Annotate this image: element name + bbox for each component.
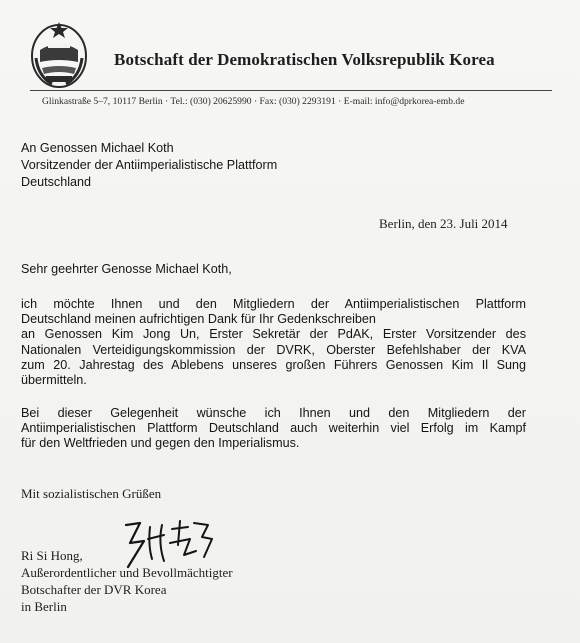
dprk-state-emblem-icon (28, 18, 90, 90)
paragraph-line: Bei dieser Gelegenheit wünsche ich Ihnen und den Mitgliedern der (21, 406, 526, 420)
signatory-name: Ri Si Hong, (21, 548, 83, 563)
letter-date: Berlin, den 23. Juli 2014 (379, 216, 508, 231)
addressee-country: Deutschland (21, 175, 92, 189)
paragraph-line: Antiimperialistischen Plattform Deutschland auch weiterhin viel Erfolg im Kampf (21, 421, 526, 436)
signatory-block (21, 547, 233, 615)
paragraph-line: zum 20. Jahrestag des Ablebens unseres großen Führers Genossen Kim Il Sung (21, 357, 526, 372)
signatory-location: in Berlin (21, 599, 67, 614)
letterhead-divider (30, 90, 552, 91)
signatory-position: Botschafter der DVR Korea (21, 582, 167, 597)
signatory-title: Außerordentlicher und Bevollmächtigter (21, 565, 233, 580)
paragraph-line: Deutschland meinen aufrichtigen Dank für Ihr Gedenkschreiben (21, 312, 376, 327)
paragraph-line: übermitteln. (21, 373, 87, 388)
embassy-title: Botschaft der Demokratischen Volksrepublik Korea (114, 50, 495, 69)
addressee-name: An Genossen Michael Koth (21, 141, 174, 155)
salutation: Sehr geehrter Genosse Michael Koth, (21, 262, 232, 276)
paragraph-line: Nationalen Verteidigungskommission der DVRK, Oberster Befehlshaber der KVA (21, 342, 526, 357)
embassy-address-line: Glinkastraße 5–7, 10117 Berlin · Tel.: (030) 20625990 · Fax: (030) 2293191 · E-mail: info@dprkorea-emb.de (42, 96, 465, 107)
paragraph-line: für den Weltfrieden und gegen den Imperialismus. (21, 436, 300, 451)
closing-greeting: Mit sozialistischen Grüßen (21, 486, 162, 501)
addressee-block (21, 140, 277, 191)
paragraph-line: an Genossen Kim Jong Un, Erster Sekretär der PdAK, Erster Vorsitzender des (21, 327, 526, 342)
paragraph-line: ich möchte Ihnen und den Mitgliedern der Antiimperialistischen Plattform (21, 297, 526, 311)
paragraph-thanks (21, 297, 526, 388)
addressee-title: Vorsitzender der Antiimperialistische Plattform (21, 158, 278, 172)
paragraph-wishes (21, 406, 526, 452)
